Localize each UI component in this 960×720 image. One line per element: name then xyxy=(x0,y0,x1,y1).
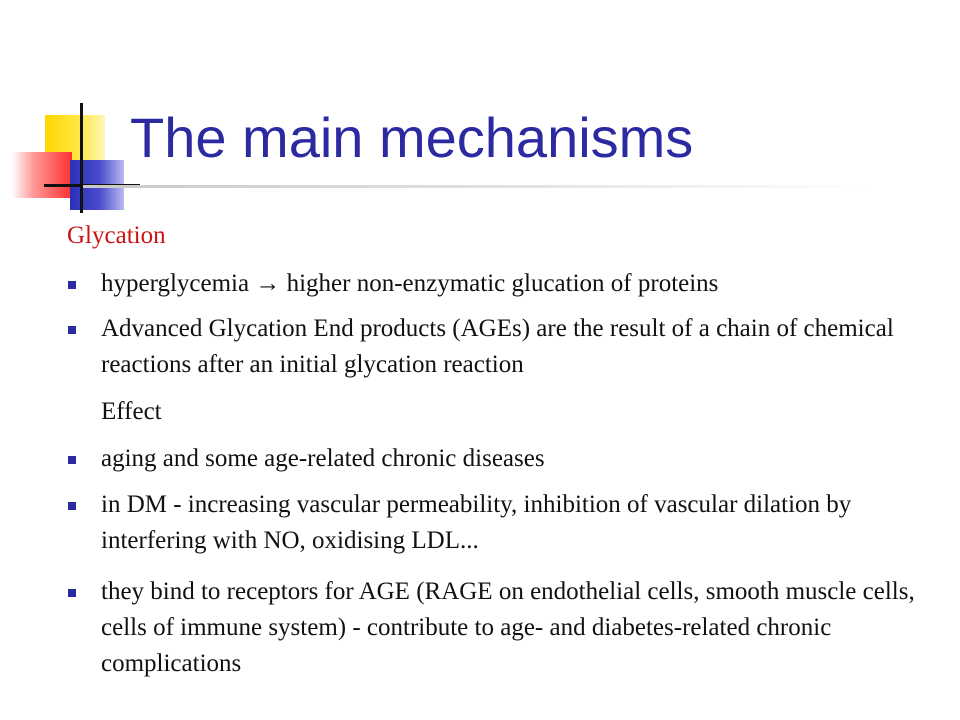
bullet-item: Advanced Glycation End products (AGEs) are the result of a chain of chemical reactions after an initial glycation reaction xyxy=(101,311,921,383)
bullet-item: aging and some age-related chronic diseases xyxy=(101,441,921,477)
bullet-item: hyperglycemia → higher non-enzymatic glucation of proteins xyxy=(101,266,921,302)
slide-title: The main mechanisms xyxy=(130,106,694,169)
section-heading-effect: Effect xyxy=(101,398,162,425)
section-heading-glycation: Glycation xyxy=(67,222,166,249)
bullet-item: they bind to receptors for AGE (RAGE on endothelial cells, smooth muscle cells, cells of immune system) - contribute to age- and diabetes-related chronic complications xyxy=(101,574,921,682)
bullet-item: in DM - increasing vascular permeability, inhibition of vascular dilation by interfering with NO, oxidising LDL... xyxy=(101,487,921,559)
